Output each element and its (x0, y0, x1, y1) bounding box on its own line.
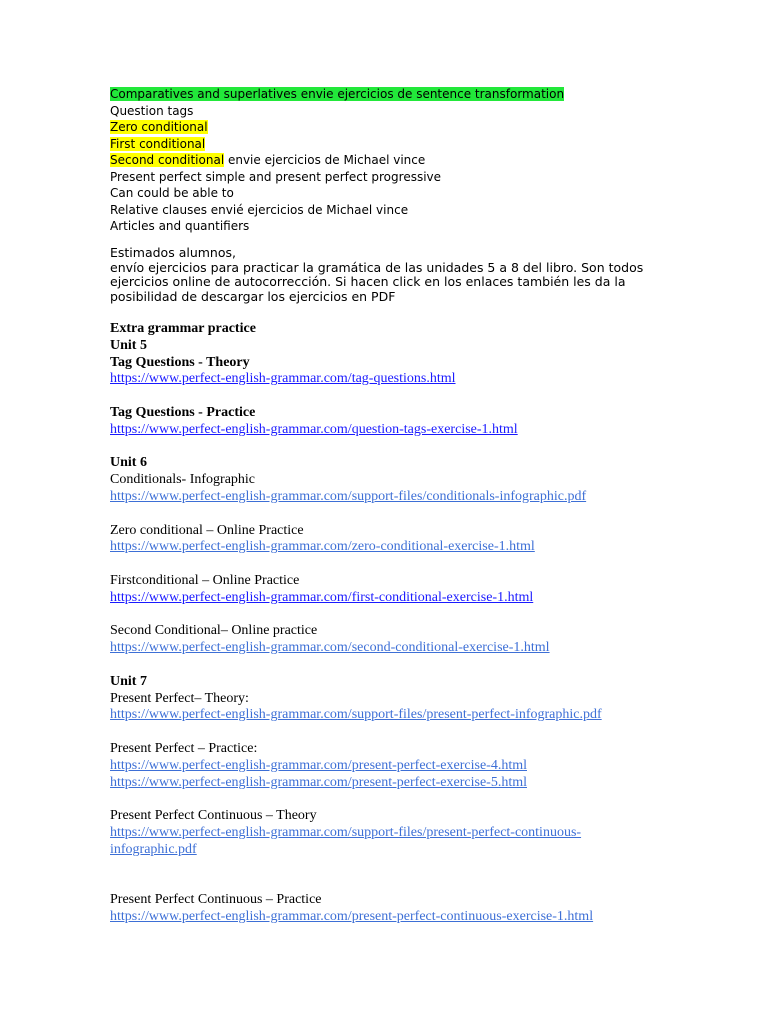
topic-item (110, 152, 670, 169)
link-label: Present Perfect – Practice: (110, 740, 258, 756)
tag-questions-theory-link[interactable]: https://www.perfect-english-grammar.com/tag-questions.html (110, 371, 456, 387)
topic-item (110, 136, 670, 153)
link-label: Present Perfect Continuous – Practice (110, 892, 322, 908)
present-perfect-exercise-5-link[interactable]: https://www.perfect-english-grammar.com/present-perfect-exercise-5.html (110, 774, 527, 790)
topic-text: Present perfect simple and present perfect progressive (110, 169, 442, 184)
unit-title: Unit 5 (110, 337, 147, 353)
topic-list (110, 86, 670, 235)
topic-text: Question tags (110, 103, 194, 118)
tag-questions-practice-link[interactable]: https://www.perfect-english-grammar.com/question-tags-exercise-1.html (110, 421, 518, 437)
second-conditional-link[interactable]: https://www.perfect-english-grammar.com/second-conditional-exercise-1.html (110, 640, 550, 656)
link-label: Firstconditional – Online Practice (110, 572, 300, 588)
unit-title: Unit 6 (110, 455, 147, 471)
topic-item (110, 169, 670, 186)
topic-item (110, 119, 670, 136)
link-label: Zero conditional – Online Practice (110, 522, 304, 538)
highlighted-topic: Zero conditional (110, 120, 208, 134)
unit-title: Unit 7 (110, 673, 147, 689)
link-label: Tag Questions - Practice (110, 404, 256, 420)
highlighted-topic: First conditional (110, 136, 206, 151)
present-perfect-theory-link[interactable]: https://www.perfect-english-grammar.com/support-files/present-perfect-infographic.pdf (110, 707, 602, 723)
intro-paragraph: envío ejercicios para practicar la gramática de las unidades 5 a 8 del libro. Son todos ejercicios online de autocorrección. Si hacen click en los enlaces también les da la posibilidad de descargar los ejercicios en PDF (110, 259, 644, 304)
grammar-practice-section (110, 321, 670, 926)
link-label: Conditionals- Infographic (110, 472, 256, 488)
link-label: Present Perfect– Theory: (110, 690, 249, 706)
highlighted-topic: Second conditional (110, 153, 225, 167)
intro-message (110, 246, 670, 304)
topic-text: Articles and quantifiers (110, 219, 250, 233)
present-perfect-continuous-practice-link[interactable]: https://www.perfect-english-grammar.com/present-perfect-continuous-exercise-1.html (110, 908, 594, 924)
present-perfect-exercise-4-link[interactable]: https://www.perfect-english-grammar.com/present-perfect-exercise-4.html (110, 757, 527, 773)
topic-item (110, 185, 670, 202)
first-conditional-link[interactable]: https://www.perfect-english-grammar.com/first-conditional-exercise-1.html (110, 589, 534, 605)
link-label: Present Perfect Continuous – Theory (110, 808, 317, 824)
conditionals-infographic-link[interactable]: https://www.perfect-english-grammar.com/support-files/conditionals-infographic.pdf (110, 488, 587, 504)
topic-item (110, 86, 670, 103)
highlighted-topic: Comparatives and superlatives envie ejercicios de sentence transformation (110, 87, 565, 101)
topic-item (110, 103, 670, 120)
topic-item (110, 202, 670, 219)
greeting: Estimados alumnos, (110, 245, 236, 260)
topic-note: envie ejercicios de Michael vince (224, 153, 426, 167)
topic-text: Relative clauses envié ejercicios de Michael vince (110, 202, 409, 217)
present-perfect-continuous-theory-link[interactable]: https://www.perfect-english-grammar.com/support-files/present-perfect-continuous-infographic.pdf (110, 824, 582, 857)
link-label: Second Conditional– Online practice (110, 623, 318, 639)
topic-item (110, 218, 670, 235)
topic-text: Can could be able to (110, 186, 234, 200)
zero-conditional-link[interactable]: https://www.perfect-english-grammar.com/zero-conditional-exercise-1.html (110, 539, 535, 555)
section-heading: Extra grammar practice (110, 321, 256, 336)
link-label: Tag Questions - Theory (110, 354, 250, 370)
